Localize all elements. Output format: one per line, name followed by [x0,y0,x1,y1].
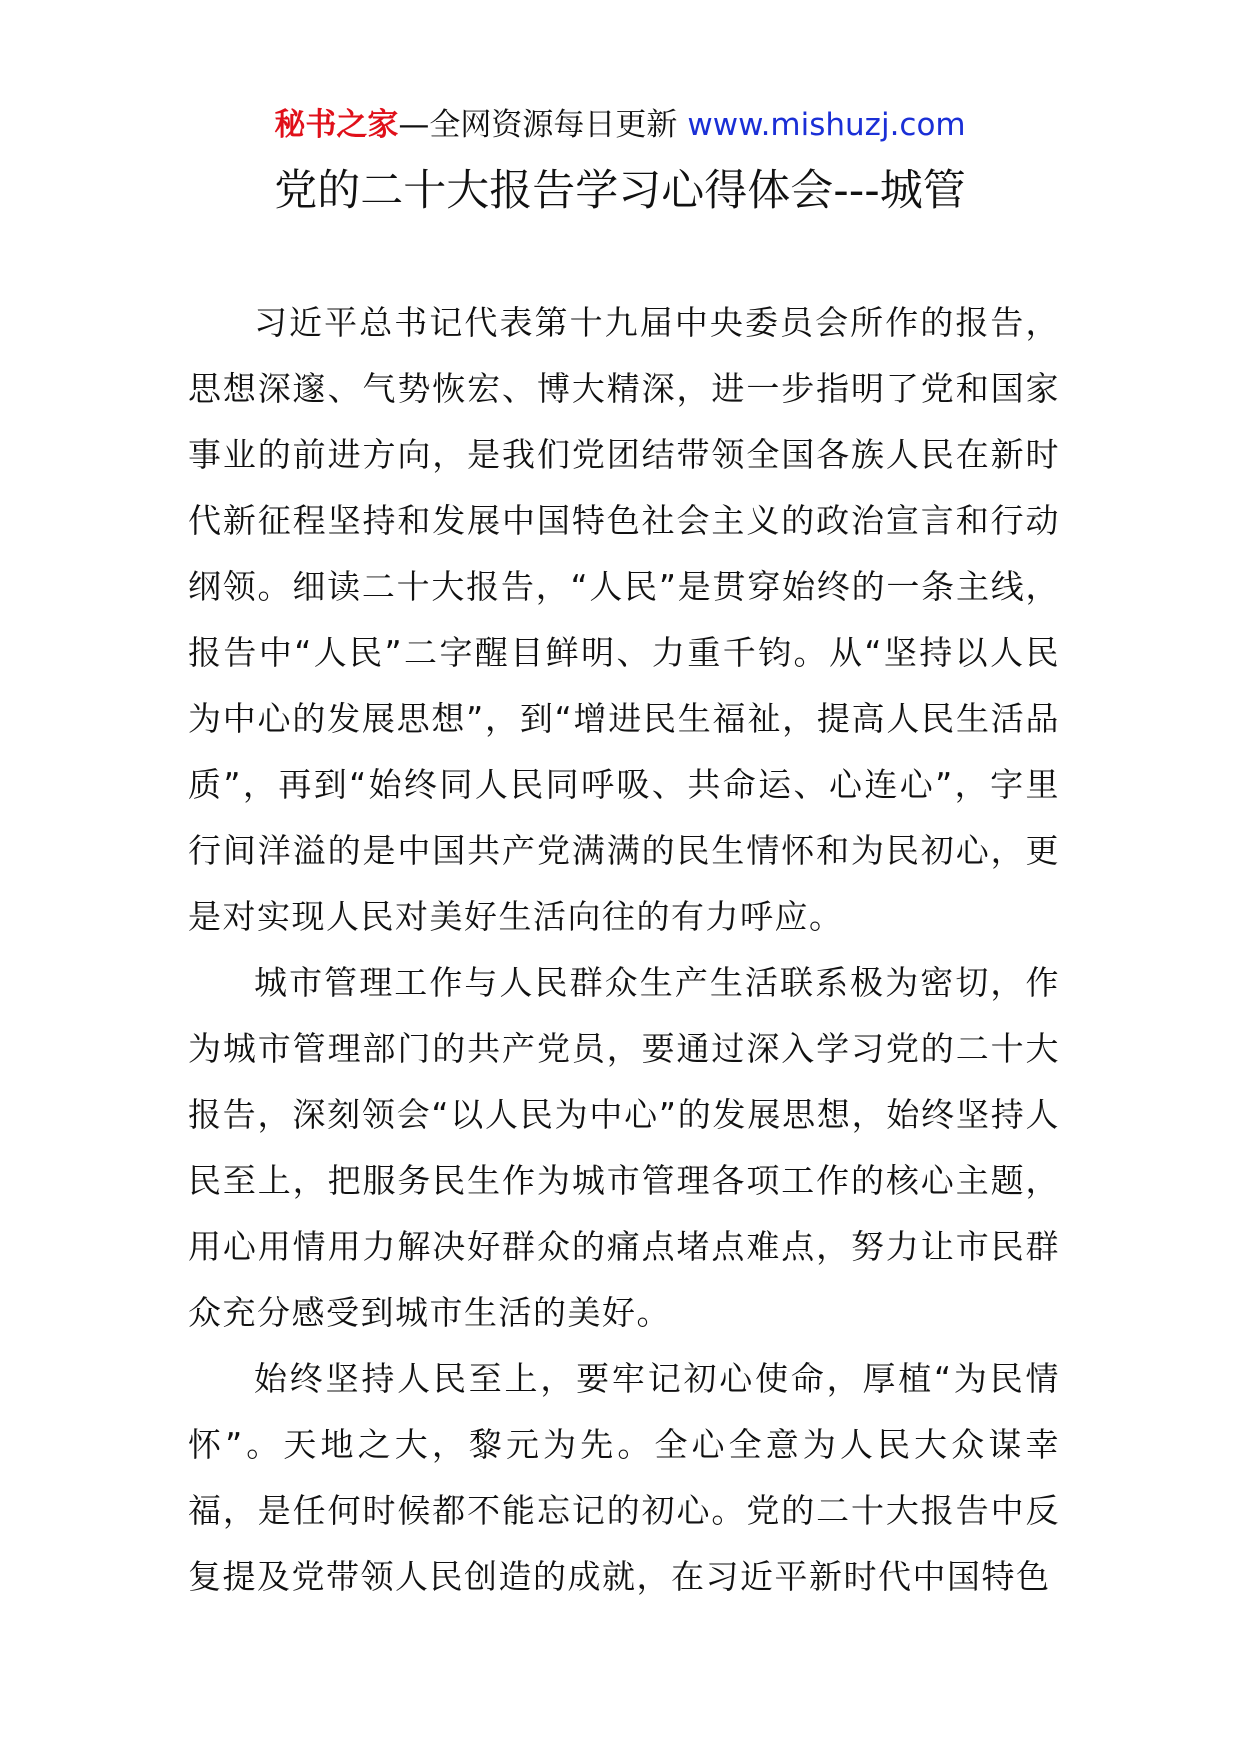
document-body [188,290,1060,1610]
site-header [0,103,1240,147]
body-paragraph: 始终坚持人民至上，要牢记初心使命，厚植“为民情怀”。天地之大，黎元为先。全心全意为人民大众谋幸福，是任何时候都不能忘记的初心。党的二十大报告中反复提及党带领人民创造的成就，在习近平新时代中国特色 [188,1359,1060,1596]
document-title: 党的二十大报告学习心得体会---城管 [274,166,966,216]
body-paragraph: 习近平总书记代表第十九届中央委员会所作的报告，思想深邃、气势恢宏、博大精深，进一步指明了党和国家事业的前进方向，是我们党团结带领全国各族人民在新时代新征程坚持和发展中国特色社会主义的政治宣言和行动纲领。细读二十大报告，“人民”是贯穿始终的一条主线，报告中“人民”二字醒目鲜明、力重千钧。从“坚持以人民为中心的发展思想”，到“增进民生福祉，提高人民生活品质”，再到“始终同人民同呼吸、共命运、心连心”，字里行间洋溢的是中国共产党满满的民生情怀和为民初心，更是对实现人民对美好生活向往的有力呼应。 [188,303,1060,936]
body-paragraph: 城市管理工作与人民群众生产生活联系极为密切，作为城市管理部门的共产党员，要通过深入学习党的二十大报告，深刻领会“以人民为中心”的发展思想，始终坚持人民至上，把服务民生作为城市管理各项工作的核心主题，用心用情用力解决好群众的痛点堵点难点，努力让市民群众充分感受到城市生活的美好。 [188,963,1060,1332]
site-tagline: —全网资源每日更新 [398,107,678,143]
site-url-link[interactable]: www.mishuzj.com [687,107,966,143]
site-name: 秘书之家 [274,107,399,143]
